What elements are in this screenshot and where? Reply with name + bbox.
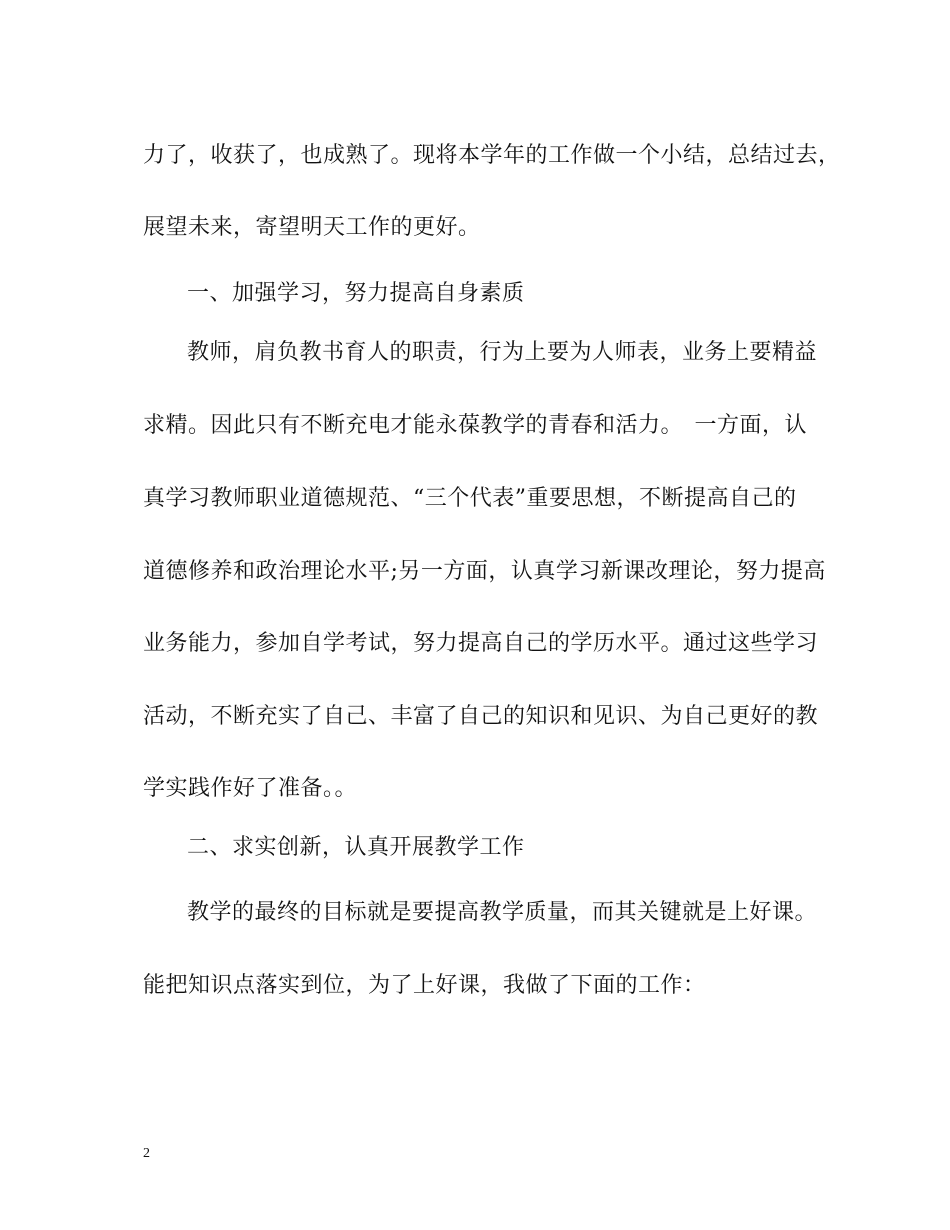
paragraph-line: 道德修养和政治理论水平;另一方面，认真学习新课改理论，努力提高	[143, 559, 826, 584]
paragraph-line: 真学习教师职业道德规范、“三个代表”重要思想，不断提高自己的	[143, 486, 797, 511]
page-number: 2	[143, 1146, 150, 1161]
paragraph-line: 教师，肩负教书育人的职责，行为上要为人师表，业务上要精益	[187, 340, 818, 365]
paragraph-line: 展望未来，寄望明天工作的更好。	[143, 215, 481, 240]
paragraph-line: 能把知识点落实到位，为了上好课，我做了下面的工作：	[143, 973, 706, 998]
paragraph-line: 学实践作好了准备。。	[143, 776, 358, 801]
paragraph-line: 活动，不断充实了自己、丰富了自己的知识和见识、为自己更好的教	[143, 704, 819, 729]
section-heading: 一、加强学习，努力提高自身素质	[187, 281, 525, 306]
section-heading: 二、求实创新，认真开展教学工作	[187, 835, 525, 860]
paragraph-line: 求精。因此只有不断充电才能永葆教学的青春和活力。 一方面，认	[143, 413, 808, 438]
paragraph-line: 力了，收获了，也成熟了。现将本学年的工作做一个小结，总结过去，	[143, 143, 841, 168]
paragraph-line: 教学的最终的目标就是要提高教学质量，而其关键就是上好课。	[187, 900, 818, 925]
paragraph-line: 业务能力，参加自学考试，努力提高自己的学历水平。通过这些学习	[143, 631, 819, 656]
